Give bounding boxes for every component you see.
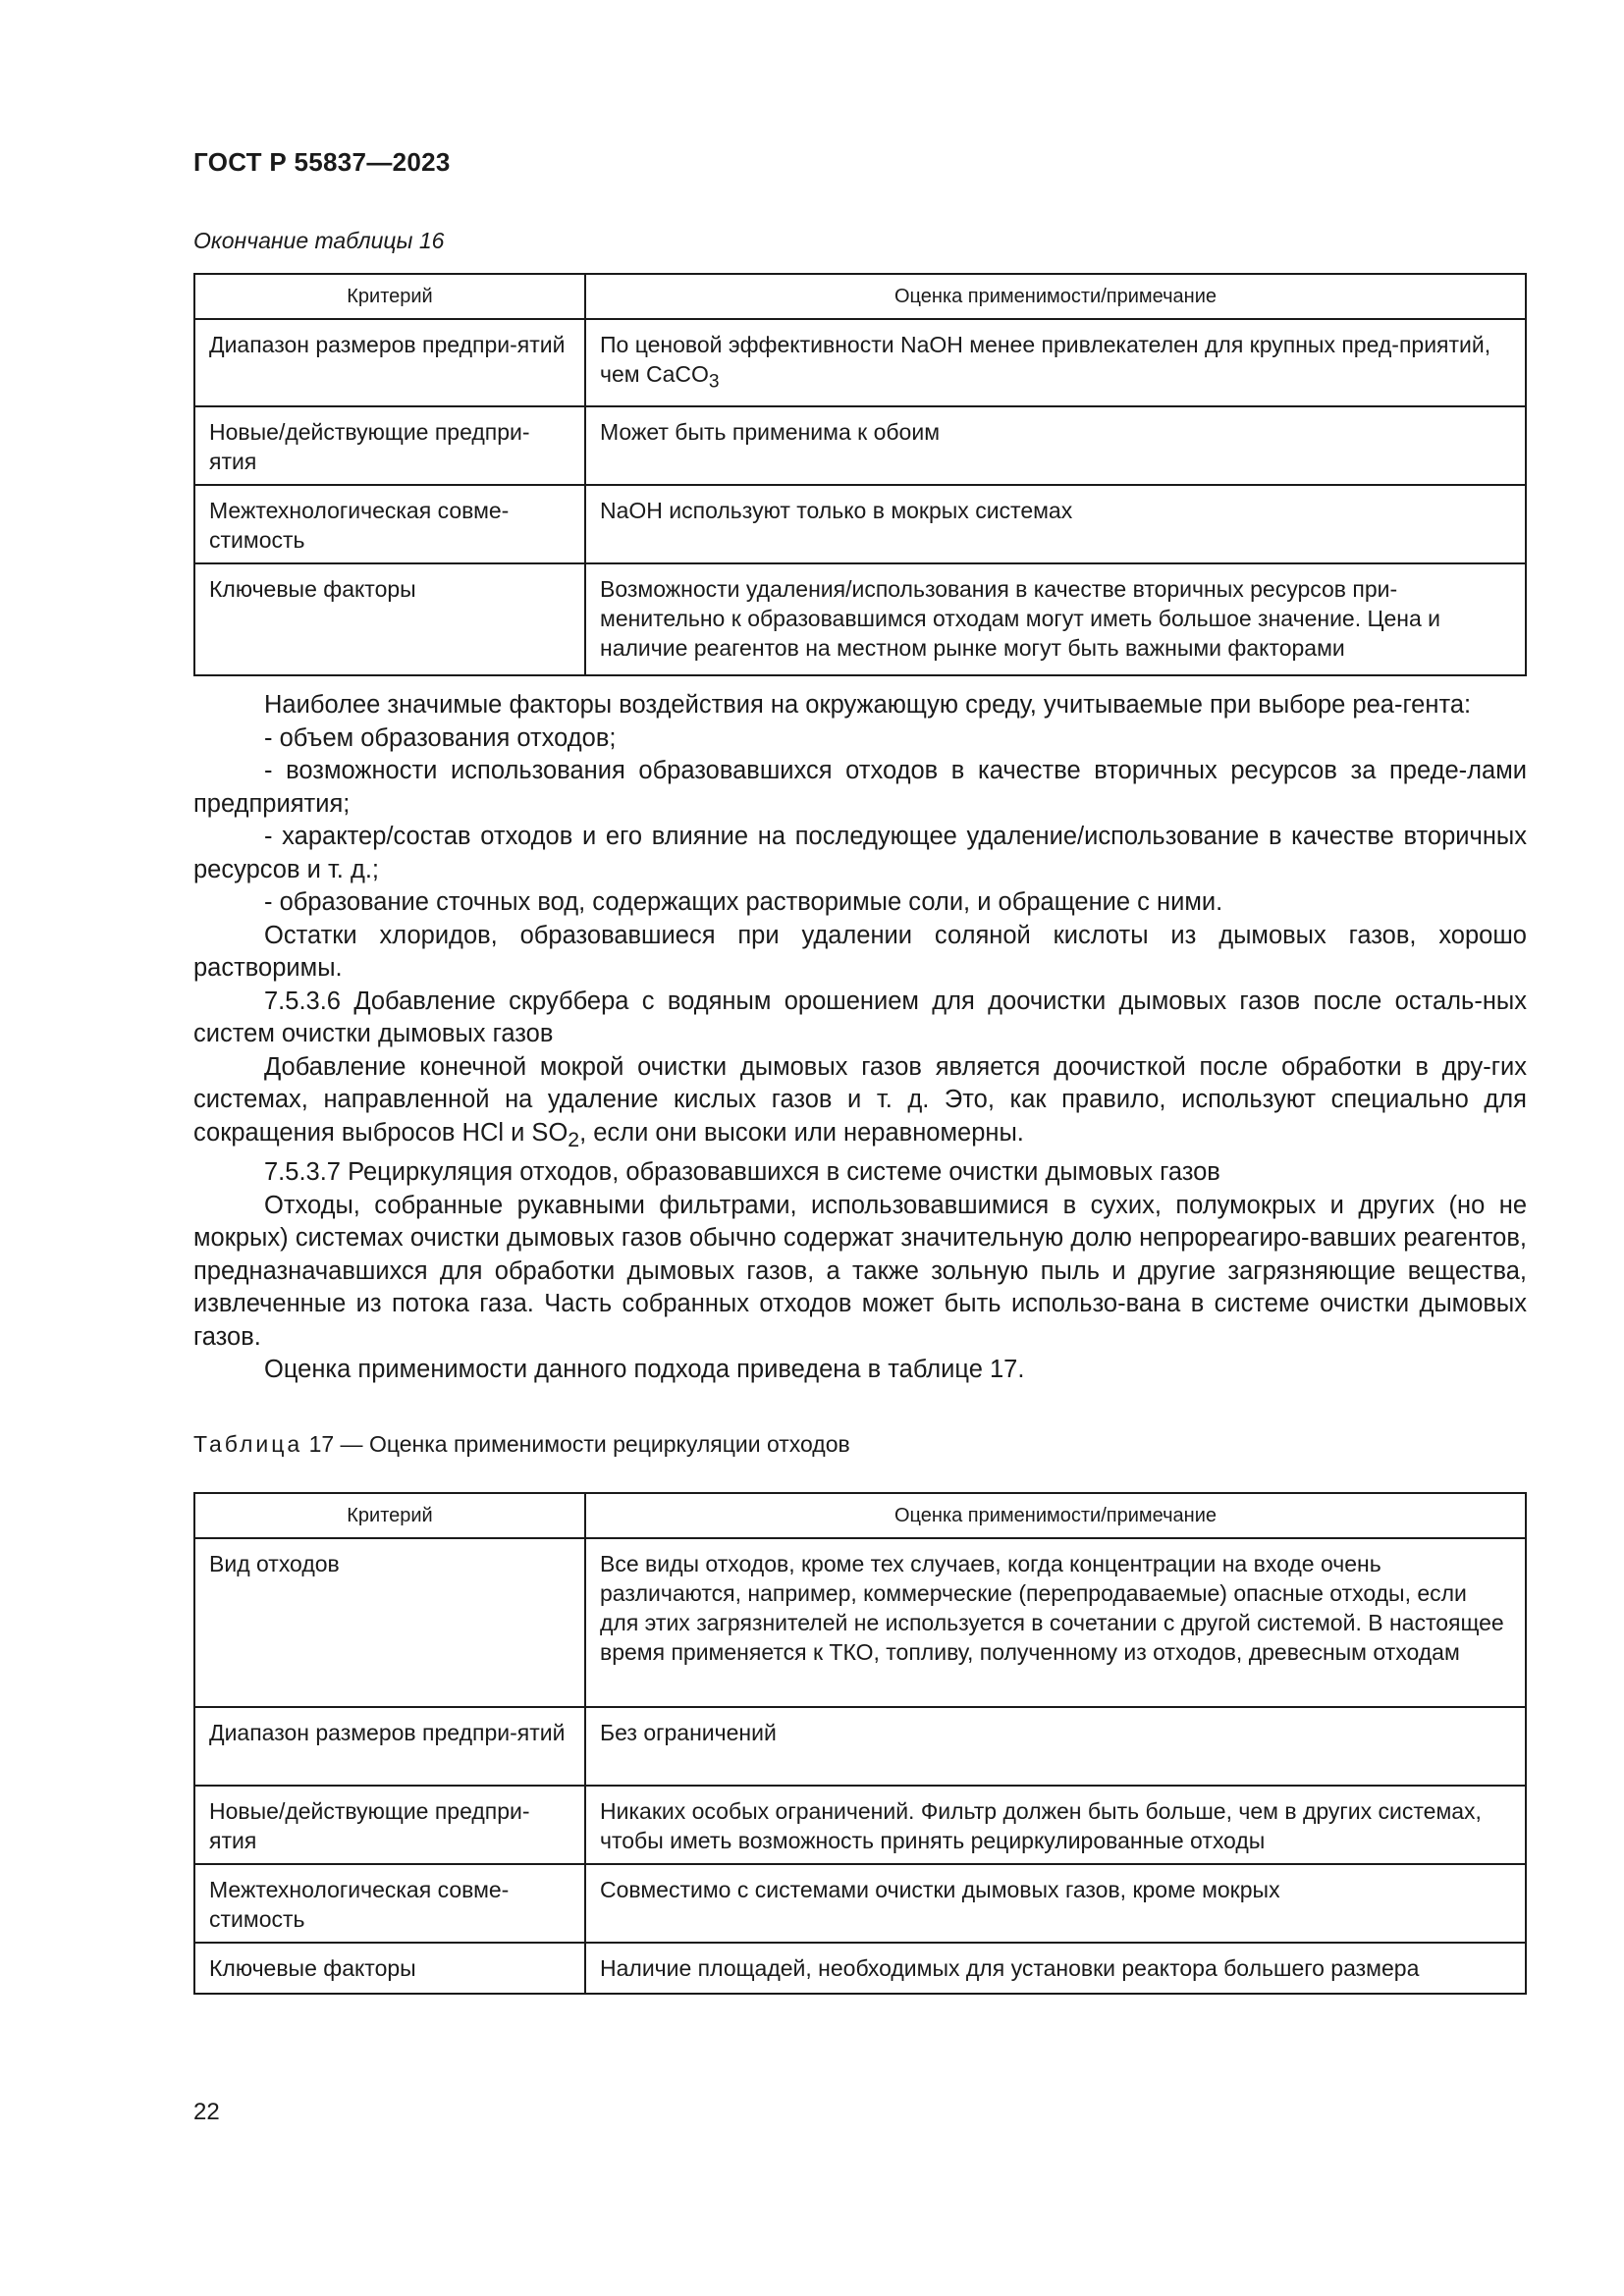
criterion-cell: Вид отходов <box>194 1538 585 1707</box>
section-heading-7-5-3-7: 7.5.3.7 Рециркуляция отходов, образовавшихся в системе очистки дымовых газов <box>264 1158 1220 1187</box>
paragraph: Наиболее значимые факторы воздействия на окружающую среду, учитываемые при выборе реа-гента: <box>264 691 1472 719</box>
assessment-cell: Возможности удаления/использования в качестве вторичных ресурсов при-менительно к образовавшимся отходам могут иметь большое значение. Цена и наличие реагентов на местном рынке могут быть важными факторами <box>585 563 1526 675</box>
assessment-cell: Без ограничений <box>585 1707 1526 1786</box>
table-row <box>194 1707 1526 1786</box>
table-header-row <box>194 1493 1526 1538</box>
criterion-cell: Межтехнологическая совме-стимость <box>194 485 585 563</box>
column-header-criterion: Критерий <box>194 1493 585 1538</box>
assessment-cell: Никаких особых ограничений. Фильтр должен быть больше, чем в других системах, чтобы иметь возможность принять рециркулированные отходы <box>585 1786 1526 1864</box>
table-row <box>194 1943 1526 1994</box>
table17-caption <box>193 1431 850 1458</box>
column-header-criterion: Критерий <box>194 274 585 319</box>
table-row <box>194 485 1526 563</box>
column-header-assessment: Оценка применимости/примечание <box>585 1493 1526 1538</box>
table-17 <box>193 1492 1527 1995</box>
table-title: 17 — Оценка применимости рециркуляции отходов <box>308 1431 850 1457</box>
subscript: 3 <box>708 371 720 393</box>
paragraph-text: Добавление конечной мокрой очистки дымовых газов является доочисткой после обработки в дру-гих системах, направленной на удаление кислых газов и т. д. Это, как правило, используют специально для сокращения выбросов HCl и SO <box>193 1052 1527 1147</box>
column-header-assessment: Оценка применимости/примечание <box>585 274 1526 319</box>
section-heading-7-5-3-6: 7.5.3.6 Добавление скруббера с водяным орошением для доочистки дымовых газов после осталь-ных систем очистки дымовых газов <box>193 987 1527 1047</box>
criterion-cell: Межтехнологическая совме-стимость <box>194 1864 585 1943</box>
criterion-cell: Новые/действующие предпри-ятия <box>194 1786 585 1864</box>
table-row <box>194 563 1526 675</box>
criterion-cell: Новые/действующие предпри-ятия <box>194 406 585 485</box>
paragraph: Оценка применимости данного подхода приведена в таблице 17. <box>264 1356 1025 1384</box>
table-row <box>194 1786 1526 1864</box>
assessment-cell: Может быть применима к обоим <box>585 406 1526 485</box>
table-row <box>194 406 1526 485</box>
page-number: 22 <box>193 2099 220 2125</box>
paragraph-tail: , если они высоки или неравномерны. <box>579 1118 1024 1147</box>
list-item: - объем образования отходов; <box>264 723 617 752</box>
table-16 <box>193 273 1527 676</box>
assessment-cell: NaOH используют только в мокрых системах <box>585 485 1526 563</box>
criterion-cell: Диапазон размеров предпри-ятий <box>194 319 585 406</box>
document-code: ГОСТ Р 55837—2023 <box>193 147 451 177</box>
assessment-text: По ценовой эффективности NaOH менее привлекателен для крупных пред-приятий, чем CaCO <box>600 332 1491 387</box>
table16-caption: Окончание таблицы 16 <box>193 228 445 253</box>
subscript: 2 <box>568 1127 580 1151</box>
paragraph: Остатки хлоридов, образовавшиеся при удалении соляной кислоты из дымовых газов, хорошо растворимы. <box>193 921 1527 982</box>
assessment-cell: Наличие площадей, необходимых для установки реактора большего размера <box>585 1943 1526 1994</box>
table-label: Таблица <box>193 1431 303 1457</box>
criterion-cell: Ключевые факторы <box>194 1943 585 1994</box>
assessment-cell: Все виды отходов, кроме тех случаев, когда концентрации на входе очень различаются, например, коммерческие (перепродаваемые) опасные отходы, если для этих загрязнителей не используется в сочетании с другой системой. В настоящее время применяется к ТКО, топливу, полученному из отходов, древесным отходам <box>585 1538 1526 1707</box>
table-row <box>194 1864 1526 1943</box>
table-row <box>194 319 1526 406</box>
table-row <box>194 1538 1526 1707</box>
list-item: - возможности использования образовавшихся отходов в качестве вторичных ресурсов за преде-лами предприятия; <box>193 757 1527 818</box>
assessment-cell <box>585 319 1526 406</box>
list-item: - образование сточных вод, содержащих растворимые соли, и обращение с ними. <box>264 888 1223 916</box>
paragraph: Отходы, собранные рукавными фильтрами, использовавшимися в сухих, полумокрых и других (но не мокрых) системах очистки дымовых газов обычно содержат значительную долю непрореагиро-вавших реагентов, предназначавшихся для обработки дымовых газов, а также зольную пыль и другие загрязняющие вещества, извлеченные из потока газа. Часть собранных отходов может быть использо-вана в системе очистки дымовых газов. <box>193 1191 1527 1351</box>
criterion-cell: Ключевые факторы <box>194 563 585 675</box>
body-text <box>193 689 1527 1387</box>
list-item: - характер/состав отходов и его влияние на последующее удаление/использование в качестве вторичных ресурсов и т. д.; <box>193 823 1527 883</box>
paragraph <box>193 1051 1527 1157</box>
criterion-cell: Диапазон размеров предпри-ятий <box>194 1707 585 1786</box>
assessment-cell: Совместимо с системами очистки дымовых газов, кроме мокрых <box>585 1864 1526 1943</box>
table-header-row <box>194 274 1526 319</box>
